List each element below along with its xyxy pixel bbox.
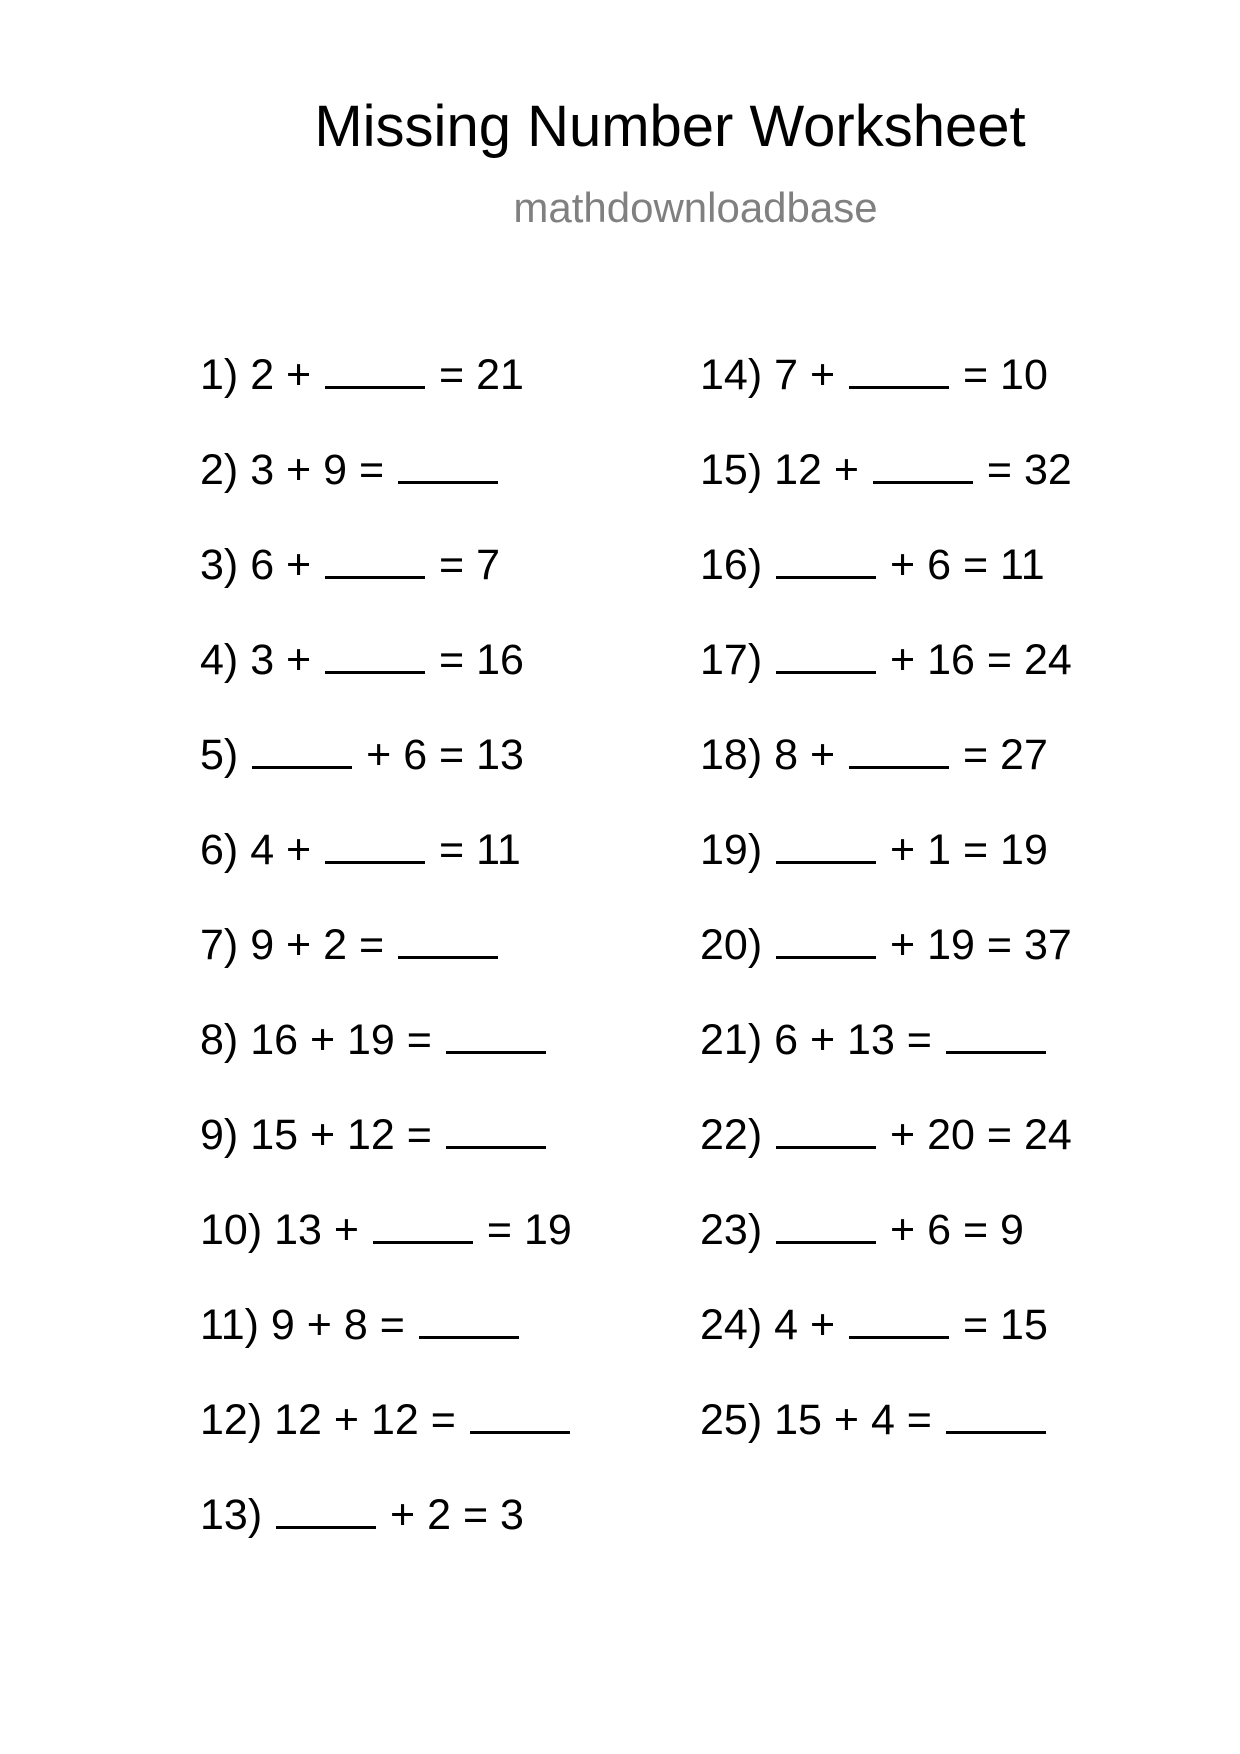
answer-blank[interactable] (325, 542, 425, 579)
problem-prefix: 6 + (250, 541, 324, 589)
problem-prefix: 4 + (774, 1301, 848, 1349)
worksheet-subtitle: mathdownloadbase (513, 184, 878, 231)
answer-blank[interactable] (325, 827, 425, 864)
answer-blank[interactable] (946, 1397, 1046, 1434)
answer-blank[interactable] (849, 1302, 949, 1339)
problem-prefix: 4 + (250, 826, 324, 874)
problem-item (200, 827, 572, 922)
answer-blank[interactable] (252, 732, 352, 769)
problem-item (700, 637, 1072, 732)
answer-blank[interactable] (470, 1397, 570, 1434)
problem-item (200, 732, 572, 827)
problem-suffix: + 6 = 9 (878, 1206, 1024, 1254)
problem-item (700, 352, 1072, 447)
answer-blank[interactable] (776, 1207, 876, 1244)
answer-blank[interactable] (373, 1207, 473, 1244)
problem-number: 13) (200, 1491, 263, 1539)
problem-item (200, 1112, 572, 1207)
problem-number: 18) (700, 731, 763, 779)
problem-suffix: = 15 (951, 1301, 1048, 1349)
problem-item (200, 922, 572, 1017)
problem-suffix: + 6 = 11 (878, 541, 1045, 589)
problem-item (200, 1207, 572, 1302)
problem-item (200, 1017, 572, 1112)
problem-number: 5) (200, 731, 239, 779)
problem-item (200, 1397, 572, 1492)
answer-blank[interactable] (849, 352, 949, 389)
problem-number: 12) (200, 1396, 263, 1444)
problem-number: 14) (700, 351, 763, 399)
problem-suffix: = 19 (474, 1206, 572, 1254)
problem-number: 15) (700, 446, 763, 494)
problem-item (700, 447, 1072, 542)
problem-suffix: = 11 (427, 826, 521, 874)
problem-number: 8) (200, 1016, 239, 1064)
answer-blank[interactable] (398, 922, 498, 959)
answer-blank[interactable] (776, 542, 876, 579)
problem-suffix: = 7 (427, 541, 501, 589)
answer-blank[interactable] (276, 1492, 376, 1529)
problem-item (200, 352, 572, 447)
problems-right-column (700, 352, 1072, 1492)
problem-suffix: = 27 (951, 731, 1048, 779)
answer-blank[interactable] (776, 637, 876, 674)
answer-blank[interactable] (776, 922, 876, 959)
problem-suffix: + 2 = 3 (378, 1491, 524, 1539)
problem-item (700, 827, 1072, 922)
problem-number: 17) (700, 636, 763, 684)
problem-number: 20) (700, 921, 763, 969)
problem-suffix: = 10 (951, 351, 1048, 399)
problem-suffix: + 20 = 24 (878, 1111, 1072, 1159)
problems-left-column (200, 352, 572, 1587)
worksheet-title: Missing Number Worksheet (314, 94, 1026, 159)
problem-prefix: 9 + 2 = (250, 921, 397, 969)
problem-number: 6) (200, 826, 239, 874)
answer-blank[interactable] (849, 732, 949, 769)
problem-prefix: 12 + 12 = (274, 1396, 468, 1444)
problem-item (200, 637, 572, 732)
problem-number: 4) (200, 636, 239, 684)
problem-item (700, 732, 1072, 827)
problem-suffix: + 1 = 19 (878, 826, 1048, 874)
problem-prefix: 2 + (250, 351, 324, 399)
problem-number: 22) (700, 1111, 763, 1159)
problem-suffix: = 16 (427, 636, 524, 684)
problem-item (200, 1302, 572, 1397)
problem-number: 11) (200, 1301, 259, 1349)
problem-suffix: = 21 (427, 351, 524, 399)
problem-prefix: 3 + (250, 636, 324, 684)
problem-number: 3) (200, 541, 239, 589)
problem-item (200, 1492, 572, 1587)
answer-blank[interactable] (325, 352, 425, 389)
problem-item (700, 1017, 1072, 1112)
problem-suffix: + 19 = 37 (878, 921, 1072, 969)
problem-number: 9) (200, 1111, 239, 1159)
problem-prefix: 8 + (774, 731, 848, 779)
problem-number: 21) (700, 1016, 763, 1064)
answer-blank[interactable] (873, 447, 973, 484)
problem-number: 24) (700, 1301, 763, 1349)
problem-item (700, 922, 1072, 1017)
problem-number: 10) (200, 1206, 263, 1254)
answer-blank[interactable] (325, 637, 425, 674)
problem-prefix: 15 + 4 = (774, 1396, 944, 1444)
answer-blank[interactable] (776, 827, 876, 864)
problem-prefix: 16 + 19 = (250, 1016, 444, 1064)
problem-item (700, 1397, 1072, 1492)
problem-prefix: 15 + 12 = (250, 1111, 444, 1159)
problem-prefix: 6 + 13 = (774, 1016, 944, 1064)
problem-number: 1) (200, 351, 239, 399)
problem-item (700, 542, 1072, 637)
answer-blank[interactable] (446, 1112, 546, 1149)
problem-prefix: 9 + 8 = (270, 1301, 417, 1349)
answer-blank[interactable] (398, 447, 498, 484)
problem-prefix: 13 + (274, 1206, 371, 1254)
problem-prefix: 3 + 9 = (250, 446, 397, 494)
problem-suffix: + 6 = 13 (354, 731, 524, 779)
problem-prefix: 12 + (774, 446, 871, 494)
problem-suffix: = 32 (974, 446, 1072, 494)
problem-number: 23) (700, 1206, 763, 1254)
problem-number: 19) (700, 826, 763, 874)
problem-number: 7) (200, 921, 239, 969)
problem-item (200, 542, 572, 637)
answer-blank[interactable] (446, 1017, 546, 1054)
problem-number: 2) (200, 446, 239, 494)
problem-item (200, 447, 572, 542)
problem-item (700, 1302, 1072, 1397)
answer-blank[interactable] (776, 1112, 876, 1149)
answer-blank[interactable] (419, 1302, 519, 1339)
problem-suffix: + 16 = 24 (878, 636, 1072, 684)
problem-number: 16) (700, 541, 763, 589)
problem-item (700, 1112, 1072, 1207)
answer-blank[interactable] (946, 1017, 1046, 1054)
problem-number: 25) (700, 1396, 763, 1444)
problem-prefix: 7 + (774, 351, 848, 399)
problem-item (700, 1207, 1072, 1302)
